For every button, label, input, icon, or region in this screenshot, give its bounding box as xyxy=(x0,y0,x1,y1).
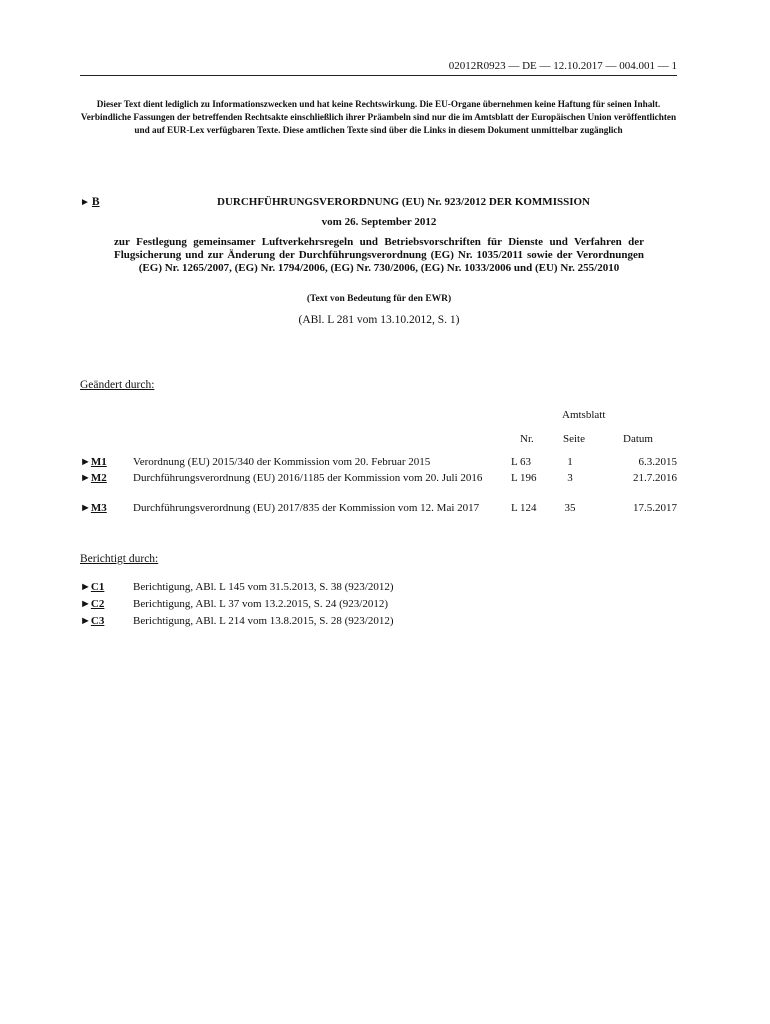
amendment-description: Verordnung (EU) 2015/340 der Kommission vom 20. Februar 2015 xyxy=(133,456,431,468)
right-triangle-icon: ► xyxy=(80,456,91,468)
correction-marker[interactable] xyxy=(80,598,104,610)
correction-link-c1[interactable]: C1 xyxy=(90,581,105,593)
base-act-link[interactable]: B xyxy=(91,196,100,208)
regulation-title: DURCHFÜHRUNGSVERORDNUNG (EU) Nr. 923/2012 DER KOMMISSION xyxy=(217,196,590,208)
amendment-link-m2[interactable]: M2 xyxy=(90,472,107,484)
correction-link-c2[interactable]: C2 xyxy=(90,598,105,610)
amendment-seite: 3 xyxy=(567,472,573,484)
right-triangle-icon: ► xyxy=(80,581,91,593)
amendment-marker[interactable] xyxy=(80,502,107,514)
column-header-nr: Nr. xyxy=(520,433,534,445)
official-journal-reference: (ABl. L 281 vom 13.10.2012, S. 1) xyxy=(298,314,460,326)
correction-marker[interactable] xyxy=(80,615,104,627)
amendment-link-m1[interactable]: M1 xyxy=(90,456,107,468)
amendment-nr: L 124 xyxy=(511,502,537,514)
amendment-marker[interactable] xyxy=(80,472,107,484)
amendment-row xyxy=(80,472,677,502)
regulation-subject: zur Festlegung gemeinsamer Luftverkehrsregeln und Betriebsvorschriften für Dienste und Verfahren der Flugsicherung und zur Änderung der Durchführungsverordnung (EG) Nr. 1035/2011 sowie der Verordnungen (EG) Nr. 1265/2007, (EG) Nr. 1794/2006, (EG) Nr. 730/2006, (EG) Nr. 1033/2006 und (EU) Nr. 255/2010 xyxy=(114,236,644,274)
correction-description: Berichtigung, ABl. L 37 vom 13.2.2015, S. 24 (923/2012) xyxy=(133,598,389,610)
correction-link-c3[interactable]: C3 xyxy=(90,615,105,627)
column-header-datum: Datum xyxy=(623,433,653,445)
amendment-marker[interactable] xyxy=(80,456,107,468)
correction-description: Berichtigung, ABl. L 145 vom 31.5.2013, S. 38 (923/2012) xyxy=(133,581,394,593)
correction-marker[interactable] xyxy=(80,581,104,593)
correction-description: Berichtigung, ABl. L 214 vom 13.8.2015, S. 28 (923/2012) xyxy=(133,615,394,627)
right-triangle-icon: ► xyxy=(80,502,91,514)
right-triangle-icon: ► xyxy=(80,197,90,208)
amendment-seite: 35 xyxy=(564,502,576,514)
legal-notice: Dieser Text dient lediglich zu Informationszwecken und hat keine Rechtswirkung. Die EU-Organe übernehmen keine Haftung für seinen Inhalt. Verbindliche Fassungen der betreffenden Rechtsakte einschließlich ihrer Präambeln sind nur die im Amtsblatt der Europäischen Union veröffentlichten und auf EUR-Lex verfügbaren Texte. Diese amtlichen Texte sind über die Links in diesem Dokument unmittelbar zugänglich xyxy=(80,99,677,135)
amendment-datum: 21.7.2016 xyxy=(633,472,677,484)
regulation-date: vom 26. September 2012 xyxy=(321,216,437,228)
column-header-seite: Seite xyxy=(563,433,585,445)
right-triangle-icon: ► xyxy=(80,615,91,627)
right-triangle-icon: ► xyxy=(80,598,91,610)
eea-relevance-note: (Text von Bedeutung für den EWR) xyxy=(306,294,452,304)
document-reference-header: 02012R0923 — DE — 12.10.2017 — 004.001 — 1 xyxy=(80,58,677,76)
right-triangle-icon: ► xyxy=(80,472,91,484)
amendment-description: Durchführungsverordnung (EU) 2017/835 der Kommission vom 12. Mai 2017 xyxy=(133,502,480,514)
corrected-by-heading: Berichtigt durch: xyxy=(80,553,159,565)
amendment-link-m3[interactable]: M3 xyxy=(90,502,107,514)
amendment-nr: L 196 xyxy=(511,472,537,484)
amendment-seite: 1 xyxy=(567,456,573,468)
official-journal-group-header: Amtsblatt xyxy=(562,409,606,421)
amendment-datum: 6.3.2015 xyxy=(638,456,677,468)
base-act-marker[interactable] xyxy=(80,196,100,208)
amendment-description: Durchführungsverordnung (EU) 2016/1185 der Kommission vom 20. Juli 2016 xyxy=(133,472,483,484)
amendment-row xyxy=(80,502,677,532)
amendment-datum: 17.5.2017 xyxy=(633,502,677,514)
amendment-nr: L 63 xyxy=(511,456,532,468)
amended-by-heading: Geändert durch: xyxy=(80,379,155,391)
